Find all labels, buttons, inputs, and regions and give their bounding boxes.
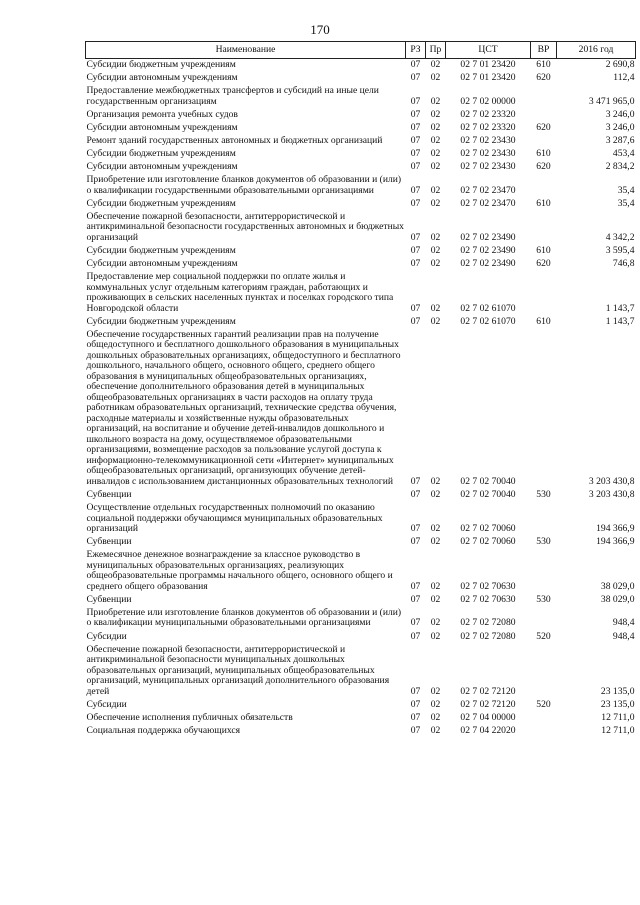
page-number: 170 bbox=[310, 22, 330, 37]
header-rz: РЗ bbox=[406, 42, 426, 59]
cell-vr: 620 bbox=[536, 72, 551, 84]
cell-sum: 194 366,9 bbox=[596, 523, 635, 535]
cell-sum: 38 029,0 bbox=[600, 593, 635, 605]
cell-name: Обеспечение пожарной безопасности, антитеррористической и антикриминальной безопасности муниципальных дошкольных образовательных организаций, муниципальных общеобразовательных организаций, муниципальных организаций дополнительного образования детей bbox=[86, 643, 390, 697]
cell-name: Субсидии бюджетным учреждениям bbox=[86, 197, 236, 209]
cell-rz: 07 bbox=[410, 197, 421, 209]
cell-pr: 02 bbox=[430, 245, 441, 257]
cell-cst: 02 7 02 23470 bbox=[460, 197, 516, 209]
cell-sum: 2 834,2 bbox=[605, 161, 635, 173]
cell-vr bbox=[531, 712, 557, 725]
cell-cst: 02 7 02 70040 bbox=[460, 489, 516, 500]
table-row bbox=[86, 59, 636, 73]
cell-sum: 23 135,0 bbox=[600, 698, 635, 710]
cell-rz: 07 bbox=[410, 302, 421, 314]
cell-cst: 02 7 02 61070 bbox=[460, 315, 516, 327]
cell-sum: 3 203 430,8 bbox=[588, 489, 635, 500]
cell-sum: 746,8 bbox=[612, 258, 635, 270]
cell-rz: 07 bbox=[410, 231, 421, 243]
cell-vr bbox=[531, 502, 557, 536]
cell-vr: 520 bbox=[536, 630, 551, 642]
cell-cst: 02 7 02 70040 bbox=[460, 475, 516, 487]
cell-rz: 07 bbox=[410, 593, 421, 605]
cell-name: Приобретение или изготовление бланков документов об образовании и (или) о квалификации государственными образовательными организациями bbox=[86, 174, 402, 196]
table-row bbox=[86, 72, 636, 85]
table-row bbox=[86, 161, 636, 174]
cell-pr: 02 bbox=[430, 148, 441, 160]
budget-table bbox=[85, 41, 636, 738]
cell-vr: 530 bbox=[536, 593, 551, 605]
cell-vr: 620 bbox=[536, 121, 551, 133]
cell-cst: 02 7 04 00000 bbox=[460, 711, 516, 723]
cell-vr bbox=[531, 135, 557, 148]
header-vr: ВР bbox=[531, 42, 557, 59]
cell-name: Приобретение или изготовление бланков документов об образовании и (или) о квалификации муниципальными образовательными организациями bbox=[86, 606, 402, 629]
cell-name: Субвенции bbox=[86, 489, 132, 500]
cell-sum: 948,4 bbox=[612, 630, 635, 642]
cell-rz: 07 bbox=[410, 134, 421, 146]
cell-sum: 3 246,0 bbox=[605, 121, 635, 133]
table-row bbox=[86, 607, 636, 631]
cell-cst: 02 7 02 23430 bbox=[460, 148, 516, 160]
cell-cst: 02 7 02 72120 bbox=[460, 685, 516, 697]
cell-cst: 02 7 02 23490 bbox=[460, 245, 516, 257]
cell-pr: 02 bbox=[430, 258, 441, 270]
cell-cst: 02 7 02 72080 bbox=[460, 617, 516, 629]
cell-pr: 02 bbox=[430, 161, 441, 173]
cell-vr: 620 bbox=[536, 258, 551, 270]
table-row bbox=[86, 148, 636, 161]
table-row bbox=[86, 211, 636, 245]
cell-pr: 02 bbox=[430, 523, 441, 535]
cell-cst: 02 7 02 70060 bbox=[460, 523, 516, 535]
header-name: Наименование bbox=[86, 42, 406, 59]
cell-pr: 02 bbox=[430, 580, 441, 592]
cell-cst: 02 7 02 00000 bbox=[460, 95, 516, 107]
cell-sum: 1 143,7 bbox=[605, 315, 635, 327]
table-row bbox=[86, 699, 636, 712]
cell-rz: 07 bbox=[410, 536, 421, 548]
cell-rz: 07 bbox=[410, 95, 421, 107]
cell-pr: 02 bbox=[430, 108, 441, 120]
cell-name: Субсидии автономным учреждениям bbox=[86, 72, 238, 84]
cell-vr: 610 bbox=[536, 197, 551, 209]
cell-cst: 02 7 02 23320 bbox=[460, 121, 516, 133]
table-row bbox=[86, 109, 636, 122]
cell-name: Осуществление отдельных государственных полномочий по оказанию социальной поддержки обучающимся муниципальных образовательных организаций bbox=[86, 502, 383, 535]
cell-rz: 07 bbox=[410, 711, 421, 723]
cell-rz: 07 bbox=[410, 617, 421, 629]
cell-vr bbox=[531, 329, 557, 489]
cell-name: Социальная поддержка обучающихся bbox=[86, 724, 241, 736]
cell-name: Обеспечение пожарной безопасности, антитеррористической и антикриминальной безопасности государственных автономных и бюджетных организаций bbox=[86, 210, 404, 243]
table-row bbox=[86, 271, 636, 316]
cell-cst: 02 7 02 70630 bbox=[460, 593, 516, 605]
cell-vr: 530 bbox=[536, 536, 551, 548]
cell-vr: 530 bbox=[536, 489, 551, 500]
cell-name: Ремонт зданий государственных автономных и бюджетных организаций bbox=[86, 134, 383, 146]
cell-vr: 620 bbox=[536, 161, 551, 173]
cell-sum: 453,4 bbox=[612, 148, 635, 160]
cell-cst: 02 7 02 23490 bbox=[460, 258, 516, 270]
cell-cst: 02 7 01 23420 bbox=[460, 72, 516, 84]
cell-rz: 07 bbox=[410, 724, 421, 736]
cell-sum: 194 366,9 bbox=[596, 536, 635, 548]
cell-pr: 02 bbox=[430, 72, 441, 84]
cell-sum: 112,4 bbox=[613, 72, 635, 84]
cell-sum: 3 287,6 bbox=[605, 134, 635, 146]
header-pr: Пр bbox=[426, 42, 446, 59]
cell-pr: 02 bbox=[430, 231, 441, 243]
cell-vr bbox=[531, 644, 557, 699]
table-row bbox=[86, 198, 636, 211]
cell-sum: 12 711,0 bbox=[601, 724, 635, 736]
cell-pr: 02 bbox=[430, 593, 441, 605]
cell-pr: 02 bbox=[430, 475, 441, 487]
cell-rz: 07 bbox=[410, 489, 421, 500]
cell-pr: 02 bbox=[430, 315, 441, 327]
cell-name: Предоставление межбюджетных трансфертов и субсидий на иные цели государственным организациям bbox=[86, 85, 379, 107]
table-row bbox=[86, 712, 636, 725]
table-header-row bbox=[86, 42, 636, 59]
cell-name: Субсидии bbox=[86, 630, 127, 642]
cell-sum: 23 135,0 bbox=[600, 685, 635, 697]
table-row bbox=[86, 549, 636, 594]
cell-name: Субсидии бюджетным учреждениям bbox=[86, 59, 236, 70]
cell-vr: 610 bbox=[536, 59, 551, 70]
cell-name: Субвенции bbox=[86, 593, 132, 605]
cell-rz: 07 bbox=[410, 184, 421, 196]
cell-rz: 07 bbox=[410, 121, 421, 133]
table-row bbox=[86, 594, 636, 607]
cell-name: Субсидии автономным учреждениям bbox=[86, 121, 238, 133]
cell-pr: 02 bbox=[430, 95, 441, 107]
cell-rz: 07 bbox=[410, 258, 421, 270]
cell-vr bbox=[531, 725, 557, 738]
table-row bbox=[86, 644, 636, 699]
cell-cst: 02 7 02 23430 bbox=[460, 161, 516, 173]
cell-pr: 02 bbox=[430, 617, 441, 629]
table-row bbox=[86, 316, 636, 329]
table-row bbox=[86, 85, 636, 109]
cell-cst: 02 7 01 23420 bbox=[460, 59, 516, 70]
table-row bbox=[86, 258, 636, 271]
cell-name: Обеспечение исполнения публичных обязательств bbox=[86, 711, 293, 723]
cell-pr: 02 bbox=[430, 724, 441, 736]
table-row bbox=[86, 122, 636, 135]
cell-sum: 2 690,8 bbox=[605, 59, 635, 70]
cell-sum: 3 246,0 bbox=[605, 108, 635, 120]
cell-vr: 610 bbox=[536, 148, 551, 160]
header-year: 2016 год bbox=[557, 42, 636, 59]
cell-cst: 02 7 02 23490 bbox=[460, 231, 516, 243]
cell-pr: 02 bbox=[430, 489, 441, 500]
cell-rz: 07 bbox=[410, 475, 421, 487]
cell-cst: 02 7 02 70060 bbox=[460, 536, 516, 548]
table-row bbox=[86, 329, 636, 489]
cell-pr: 02 bbox=[430, 121, 441, 133]
cell-sum: 4 342,2 bbox=[605, 231, 635, 243]
cell-pr: 02 bbox=[430, 711, 441, 723]
cell-rz: 07 bbox=[410, 108, 421, 120]
cell-name: Субсидии бюджетным учреждениям bbox=[86, 148, 236, 160]
table-row bbox=[86, 174, 636, 198]
cell-pr: 02 bbox=[430, 184, 441, 196]
cell-cst: 02 7 04 22020 bbox=[460, 724, 516, 736]
cell-pr: 02 bbox=[430, 302, 441, 314]
cell-rz: 07 bbox=[410, 698, 421, 710]
cell-rz: 07 bbox=[410, 72, 421, 84]
cell-rz: 07 bbox=[410, 245, 421, 257]
cell-rz: 07 bbox=[410, 148, 421, 160]
cell-cst: 02 7 02 72120 bbox=[460, 698, 516, 710]
cell-rz: 07 bbox=[410, 580, 421, 592]
cell-pr: 02 bbox=[430, 59, 441, 70]
cell-vr: 610 bbox=[536, 315, 551, 327]
cell-sum: 3 203 430,8 bbox=[588, 475, 635, 487]
cell-name: Субсидии автономным учреждениям bbox=[86, 161, 238, 173]
cell-pr: 02 bbox=[430, 536, 441, 548]
table-row bbox=[86, 725, 636, 738]
cell-vr bbox=[531, 174, 557, 198]
cell-sum: 3 471 965,0 bbox=[588, 95, 635, 107]
cell-cst: 02 7 02 70630 bbox=[460, 580, 516, 592]
cell-vr: 520 bbox=[536, 698, 551, 710]
table-row bbox=[86, 536, 636, 549]
cell-sum: 35,4 bbox=[617, 184, 635, 196]
cell-sum: 12 711,0 bbox=[601, 711, 635, 723]
cell-sum: 3 595,4 bbox=[605, 245, 635, 257]
cell-name: Обеспечение государственных гарантий реализации прав на получение общедоступного и бесплатного дошкольного образования в муниципальных дошкольных образовательных организациях, общедоступного и бесплатного дошкольного, начального общего, основного общего, среднего общего образования в муниципальных общеобразовательных организациях, обеспечение дополнительного образования детей в муниципальных общеобразовательных организациях в части расходов на оплату труда работникам образовательных организаций, технические средства обучения, расходные материалы и хозяйственные нужды образовательных организаций, на воспитание и обучение детей-инвалидов дошкольного и школьного возраста на дому, осуществляемое образовательными организациями, возмещение расходов за пользование услугой доступа к информационно-телекоммуникационной сети «Интернет» муниципальных общеобразовательных организаций, организующих обучение детей-инвалидов с использованием дистанционных образовательных технологий bbox=[86, 328, 401, 487]
cell-rz: 07 bbox=[410, 315, 421, 327]
header-cst: ЦСТ bbox=[446, 42, 531, 59]
cell-vr bbox=[531, 549, 557, 594]
cell-name: Ежемесячное денежное вознаграждение за классное руководство в муниципальных образовательных организациях, реализующих общеобразовательные программы начального общего, основного общего и среднего общего образования bbox=[86, 549, 393, 592]
cell-pr: 02 bbox=[430, 134, 441, 146]
table-row bbox=[86, 631, 636, 644]
cell-name: Субсидии автономным учреждениям bbox=[86, 258, 238, 270]
table-row bbox=[86, 489, 636, 502]
cell-pr: 02 bbox=[430, 630, 441, 642]
cell-sum: 948,4 bbox=[612, 617, 635, 629]
cell-sum: 1 143,7 bbox=[605, 302, 635, 314]
cell-vr bbox=[531, 607, 557, 631]
cell-name: Предоставление мер социальной поддержки по оплате жилья и коммунальных услуг отдельным категориям граждан, работающих и проживающих в сельских населенных пунктах и поселках городского типа Новгородской области bbox=[86, 271, 394, 314]
cell-name: Субсидии бюджетным учреждениям bbox=[86, 245, 236, 257]
cell-cst: 02 7 02 61070 bbox=[460, 302, 516, 314]
cell-cst: 02 7 02 23430 bbox=[460, 134, 516, 146]
cell-cst: 02 7 02 72080 bbox=[460, 630, 516, 642]
cell-sum: 38 029,0 bbox=[600, 580, 635, 592]
cell-name: Организация ремонта учебных судов bbox=[86, 108, 238, 120]
cell-pr: 02 bbox=[430, 698, 441, 710]
cell-vr: 610 bbox=[536, 245, 551, 257]
cell-vr bbox=[531, 211, 557, 245]
table-row bbox=[86, 245, 636, 258]
cell-rz: 07 bbox=[410, 59, 421, 70]
cell-rz: 07 bbox=[410, 161, 421, 173]
cell-name: Субсидии bbox=[86, 698, 127, 710]
cell-cst: 02 7 02 23470 bbox=[460, 184, 516, 196]
cell-cst: 02 7 02 23320 bbox=[460, 108, 516, 120]
cell-sum: 35,4 bbox=[617, 197, 635, 209]
cell-pr: 02 bbox=[430, 197, 441, 209]
table-row bbox=[86, 502, 636, 536]
cell-pr: 02 bbox=[430, 685, 441, 697]
table-row bbox=[86, 135, 636, 148]
cell-rz: 07 bbox=[410, 523, 421, 535]
cell-name: Субсидии бюджетным учреждениям bbox=[86, 315, 236, 327]
cell-vr bbox=[531, 85, 557, 109]
cell-vr bbox=[531, 271, 557, 316]
cell-rz: 07 bbox=[410, 630, 421, 642]
cell-vr bbox=[531, 109, 557, 122]
cell-name: Субвенции bbox=[86, 536, 132, 548]
cell-rz: 07 bbox=[410, 685, 421, 697]
